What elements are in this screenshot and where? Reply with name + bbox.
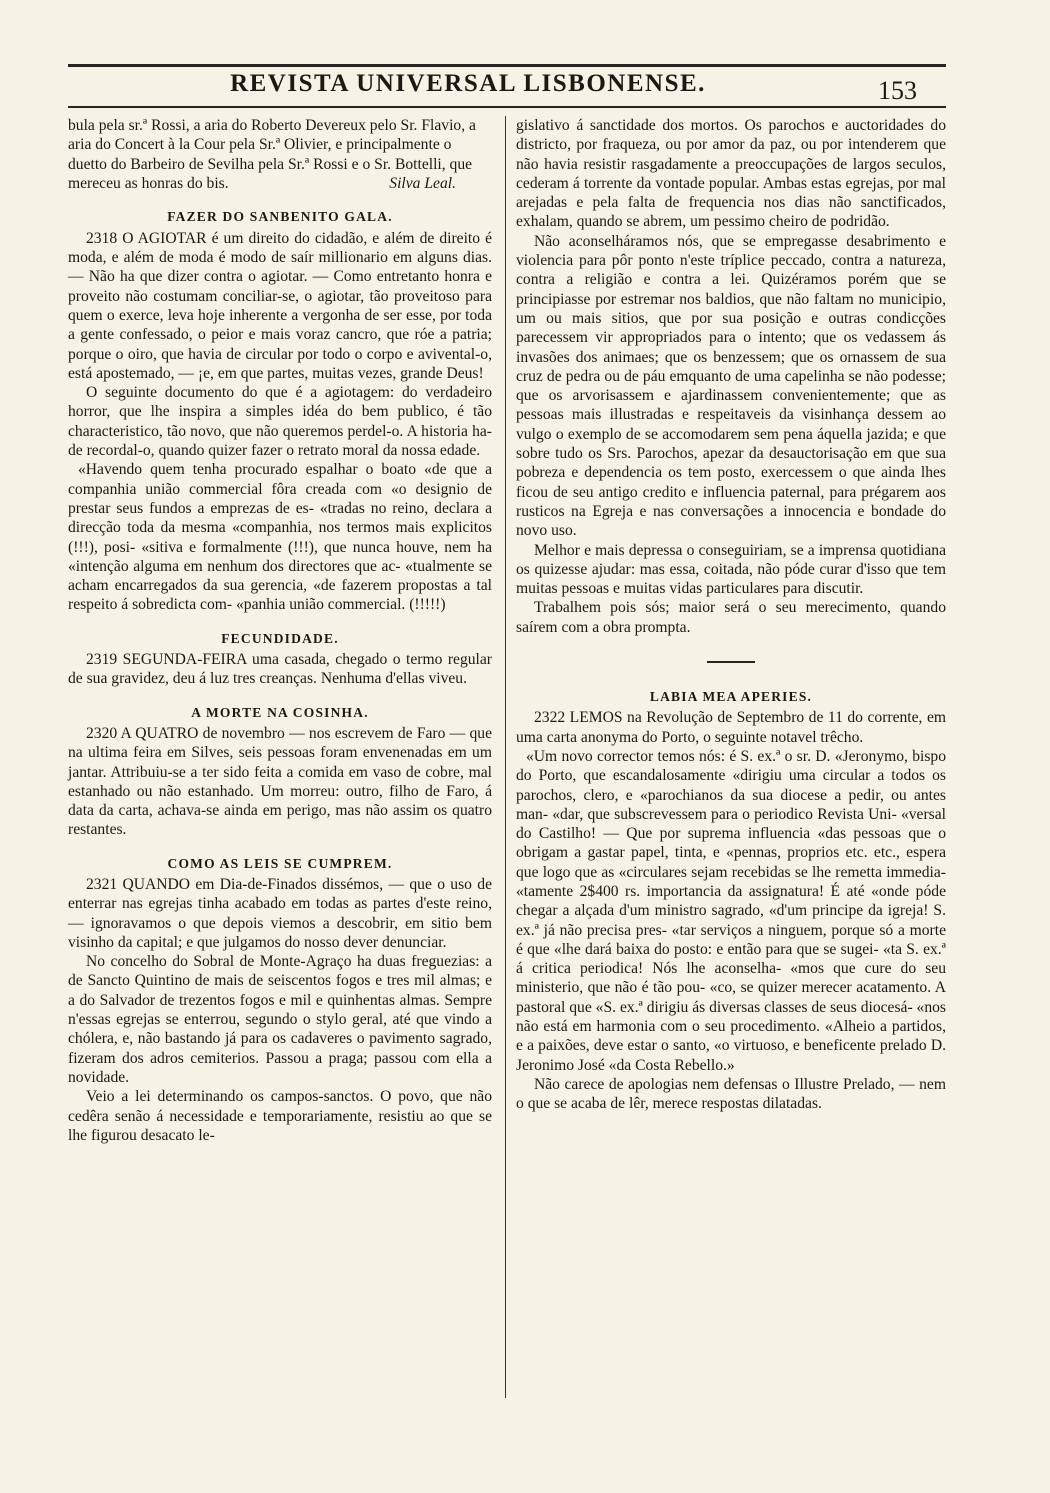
- section-title: LABIA MEA APERIES.: [649, 689, 813, 705]
- article-paragraph: O seguinte documento do que é a agiotagem: do verdadeiro horror, que lhe inspira a simples idéa do bem publico, é tão characteristico, tão novo, que não queremos perdel-o. A historia ha-de recordal-o, quando quizer fazer o retrato moral da nossa edade.: [68, 384, 492, 460]
- page-header-title: REVISTA UNIVERSAL LISBONENSE.: [230, 70, 706, 97]
- article-paragraph: Trabalhem pois sós; maior será o seu merecimento, quando saírem com a obra prompta.: [516, 599, 946, 636]
- section-title: A MORTE NA COSINHA.: [191, 704, 369, 720]
- article-paragraph: Melhor e mais depressa o conseguiriam, se a imprensa quotidiana os quizesse ajudar: mas essa, coitada, não póde curar d'isso que tem muitas pessoas e muitas vidas particulares para discutir.: [516, 541, 946, 598]
- article-paragraph: 2320 A QUATRO de novembro — nos escrevem de Faro — que na ultima feira em Silves, seis pessoas foram envenenadas em um jantar. Attribuiu-se a ter sido feita a comida em vaso de cobre, mal estanhado ou não estanhado. Um morreu: outro, filho de Faro, á data da carta, achava-se ainda em perigo, mas não assim os quatro restantes.: [68, 724, 492, 839]
- section-divider: [707, 661, 755, 663]
- article-paragraph: 2318 O AGIOTAR é um direito do cidadão, e além de direito é moda, e além de moda é modo de saír millionario em alguns dias. — Não ha que dizer contra o agiotar. — Como entretanto honra e proveito não costumam conciliar-se, o agiotar, tão proveitoso para quem o exerce, leva hoje inherente a vergonha de ser esse, por toda a gente confessado, o peior e mais voraz cancro, que róe a patria; porque o oiro, que havia de circular por todo o corpo e avivental-o, está apostemado, — ¡e, em que partes, muitas vezes, grande Deus!: [68, 229, 492, 382]
- article-paragraph: Não aconselháramos nós, que se empregasse desabrimento e violencia para pôr ponto n'este tríplice peccado, contra a natureza, contra a religião e contra a lei. Quizéramos porém que se principiasse por estremar nos baldios, que não faltam no municipio, um ou mais sitios, que por sua posição e outras condicções parecessem vir appropriados para o intento; que os vedassem ás invasões dos animaes; que os benzessem; que os ornassem de sua cruz de pedra ou de páu emquanto de uma capelinha se não podesse; que os arvorisassem e ajardinassem convenientemente; que as pessoas mais illustradas e respeitaveis da visinhança dessem ao vulgo o exemplo de se accomodarem sem pena áquella jazida; e que sobre tudo os Srs. Parochos, apezar da desauctorisação em que sua pobreza e dependencia os tem posto, exercessem o que ainda lhes ficou de seu antigo credito e influencia paternal, para prégarem aos rusticos na Egreja e nas conversações a innocencia e bondade do novo uso.: [516, 232, 946, 540]
- intro-block: [68, 116, 492, 193]
- article-paragraph: 2321 QUANDO em Dia-de-Finados dissémos, — que o uso de enterrar nas egrejas tinha acabado em todas as partes d'este reino, — ignoravamos o que depois viemos a descobrir, em sitio bem visinho da capital; e que julgamos do nosso dever denunciar.: [68, 875, 492, 951]
- header-rule: [68, 106, 946, 108]
- section-title: FECUNDIDADE.: [221, 630, 339, 646]
- intro-paragraph: bula pela sr.ª Rossi, a aria do Roberto Devereux pelo Sr. Flavio, a aria do Concert à la Cour pela Sr.ª Olivier, e principalmente o duetto do Barbeiro de Sevilha pela Sr.ª Rossi e o Sr. Bottelli, que mereceu as honras do bis.: [68, 117, 476, 192]
- article-paragraph: gislativo á sanctidade dos mortos. Os parochos e auctoridades do districto, por fraqueza, ou por amor da paz, ou por intenderem que não havia resistir rasgadamente a preoccupações de largos seculos, cederam á torrente da vontade popular. Ambas estas egrejas, por mal arejadas e pela falta de frequencia nos dias não sanctificados, exhalam, quando se abrem, um pessimo cheiro de podridão.: [516, 117, 946, 231]
- section-title: FAZER DO SANBENITO GALA.: [167, 209, 393, 225]
- top-rule: [68, 64, 946, 67]
- right-column: [516, 116, 946, 1114]
- article-paragraph: Veio a lei determinando os campos-sanctos. O povo, que não cedêra senão á necessidade e temporariamente, resistiu ao que se lhe figurou desacato le-: [68, 1088, 492, 1144]
- quoted-paragraph: «Havendo quem tenha procurado espalhar o boato «de que a companhia união commercial fôra creada com «o designio de prestar seus fundos a emprezas de es- «tradas no reino, declara a direcção toda da mesma «companhia, nos termos mais explicitos (!!!), posi- «sitiva e formalmente (!!!), que nunca houve, nem ha «intenção alguma em nenhum dos directores que ac- «tualmente se acham encarregados da sua gerencia, «de fazerem propostas a tal respeito á sobredicta com- «panhia união commercial. (!!!!!): [68, 461, 492, 614]
- article-paragraph: 2319 SEGUNDA-FEIRA uma casada, chegado o termo regular de sua gravidez, deu á luz tres creanças. Nenhuma d'ellas viveu.: [68, 651, 492, 688]
- column-divider: [505, 116, 506, 1398]
- left-column: [68, 116, 492, 1145]
- article-paragraph: Não carece de apologias nem defensas o Illustre Prelado, — nem o que se acaba de lêr, merece respostas dilatadas.: [516, 1075, 946, 1113]
- signature: Silva Leal.: [389, 175, 456, 193]
- section-title: COMO AS LEIS SE CUMPREM.: [167, 855, 393, 871]
- article-paragraph: No concelho do Sobral de Monte-Agraço ha duas freguezias: a de Sancto Quintino de mais de seiscentos fogos e tres mil almas; e a do Salvador de trezentos fogos e mil e quinhentas almas. Sempre n'essas egrejas se enterrou, segundo o stylo geral, até que vindo a chólera, e, não bastando já para os cadaveres o pavimento sagrado, fizeram dos adros cemiterios. Passou a praga; passou com ella a novidade.: [68, 953, 492, 1086]
- quoted-paragraph: «Um novo corrector temos nós: é S. ex.ª o sr. D. «Jeronymo, bispo do Porto, que escandalosamente «dirigiu uma circular a todos os parochos, clero, e «parochianos da sua diocese a pedir, ou antes man- «dar, que subscrevessem para o periodico Revista Uni- «versal do Castilho! — Que por suprema influencia «das pessoas que o obrigam a gastar papel, tinta, e «pennas, proprios etc. etc., espera que logo que as «circulares sejam recebidas se lhe remetta immedia- «tamente 2$400 rs. importancia da assignatura! É até «onde póde chegar a alçada d'um ministro sagrado, «d'um principe da igreja! S. ex.ª já não precisa pres- «tar serviços a ninguem, porque só a morte é que «lhe dará baixa do posto: e então para que se sugei- «ta S. ex.ª á critica periodica! Nós lhe aconselha- «mos que cure do seu ministerio, que não é tão pou- «co, se quizer merecer acatamento. A pastoral que «S. ex.ª dirigiu ás diversas classes de seus diocesá- «nos não está em harmonia com o seu procedimento. «Alheio a partidos, e a paixões, deve estar o santo, «o virtuoso, e beneficente prelado D. Jeronimo José «da Costa Rebello.»: [516, 747, 947, 1074]
- article-paragraph: 2322 LEMOS na Revolução de Septembro de 11 do corrente, em uma carta anonyma do Porto, o seguinte notavel trêcho.: [516, 709, 946, 746]
- page-number: 153: [878, 76, 917, 105]
